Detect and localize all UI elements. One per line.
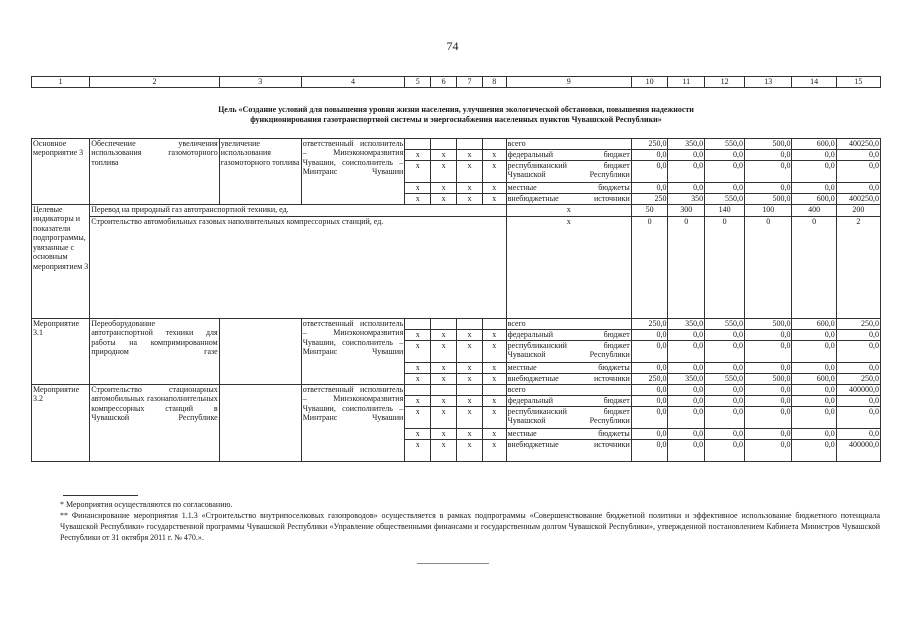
executor-cell: ответственный исполнитель – Минэкономразвития Чувашии, соисполнитель – Минтранс Чувашии (301, 384, 405, 461)
code-cell: x (482, 193, 506, 204)
column-number: 1 (32, 77, 90, 88)
column-number: 4 (301, 77, 405, 88)
funding-source-cell: местные бюджеты (507, 428, 630, 438)
indicator-value-cell: 0 (631, 216, 668, 318)
column-number: 2 (90, 77, 219, 88)
amount-cell: 0,0 (705, 149, 745, 160)
amount-cell: 550,0 (705, 138, 745, 149)
footnote-1: * Мероприятия осуществляются по согласованию. (60, 500, 233, 509)
amount-cell: 550,0 (705, 318, 745, 329)
column-number: 6 (431, 77, 457, 88)
code-cell: x (431, 182, 457, 193)
code-cell: x (431, 340, 457, 362)
goal-cell (32, 87, 881, 138)
amount-cell: 0,0 (705, 428, 745, 439)
code-cell: x (482, 439, 506, 461)
amount-cell: 550,0 (705, 373, 745, 384)
amount-cell: 0,0 (745, 149, 792, 160)
amount-cell: 0,0 (631, 395, 668, 406)
column-number: 3 (219, 77, 301, 88)
footnote-separator (63, 495, 138, 496)
amount-cell: 0,0 (792, 160, 836, 182)
funding-source-cell: внебюджетные источники (507, 373, 630, 383)
code-cell (431, 384, 457, 395)
amount-cell: 0,0 (668, 384, 705, 395)
amount-cell: 0,0 (836, 329, 880, 340)
amount-cell: 400000,0 (836, 439, 880, 461)
code-cell (405, 138, 431, 149)
amount-cell: 500,0 (745, 373, 792, 384)
indicator-value-cell: 140 (705, 204, 745, 216)
funding-source-cell: всего (506, 384, 631, 395)
amount-cell: 0,0 (631, 439, 668, 461)
event-description-cell: Обеспечение увеличения использования газомоторного топлива (90, 138, 219, 204)
amount-cell: 250,0 (631, 373, 668, 384)
amount-cell: 0,0 (631, 362, 668, 373)
column-number: 10 (631, 77, 668, 88)
indicator-code-cell: x (506, 216, 631, 318)
amount-cell: 0,0 (705, 384, 745, 395)
amount-cell: 350 (668, 193, 705, 204)
amount-cell: 400250,0 (836, 193, 880, 204)
indicator-value-cell: 200 (836, 204, 880, 216)
funding-source-cell: внебюджетные источники (506, 439, 631, 461)
funding-row (32, 384, 881, 395)
column-number: 9 (506, 77, 631, 88)
code-cell: x (405, 406, 431, 428)
amount-cell: 0,0 (836, 340, 880, 362)
indicator-value-cell: 400 (792, 204, 836, 216)
column-number: 7 (457, 77, 483, 88)
code-cell (457, 138, 483, 149)
amount-cell: 0,0 (836, 395, 880, 406)
code-cell (482, 318, 506, 329)
code-cell (482, 384, 506, 395)
column-number: 12 (705, 77, 745, 88)
amount-cell: 400250,0 (836, 138, 880, 149)
indicator-code-cell: x (506, 204, 631, 216)
indicator-value-cell: 300 (668, 204, 705, 216)
indicator-value-cell: 100 (745, 204, 792, 216)
amount-cell: 0,0 (705, 406, 745, 428)
amount-cell: 0,0 (631, 340, 668, 362)
column-number: 14 (792, 77, 836, 88)
code-cell: x (457, 428, 483, 439)
funding-source-cell: местные бюджеты (507, 182, 630, 192)
funding-source-cell: федеральный бюджет (507, 149, 630, 159)
expected-result-cell (219, 384, 301, 461)
code-cell: x (482, 395, 506, 406)
code-cell: x (405, 439, 431, 461)
code-cell (482, 138, 506, 149)
amount-cell: 0,0 (668, 439, 705, 461)
amount-cell: 0,0 (668, 340, 705, 362)
amount-cell: 0,0 (792, 428, 836, 439)
indicator-label-cell: Целевые индикаторы и показатели подпрограммы, увязанные с основным мероприятием 3 (32, 204, 90, 318)
code-cell (457, 384, 483, 395)
code-cell: x (457, 182, 483, 193)
indicator-value-cell: 0 (705, 216, 745, 318)
amount-cell: 0,0 (705, 160, 745, 182)
funding-source-cell: федеральный бюджет (507, 329, 630, 339)
amount-cell: 0,0 (631, 329, 668, 340)
amount-cell: 400000,0 (836, 384, 880, 395)
amount-cell: 350,0 (668, 318, 705, 329)
code-cell: x (457, 373, 483, 384)
code-cell: x (431, 373, 457, 384)
event-description-cell: Переоборудование автотранспортной техники для работы на компримированном природном газе (90, 318, 219, 384)
code-cell: x (405, 395, 431, 406)
goal-row (32, 87, 881, 138)
amount-cell: 500,0 (745, 193, 792, 204)
amount-cell: 0,0 (745, 384, 792, 395)
column-number: 5 (405, 77, 431, 88)
code-cell: x (482, 373, 506, 384)
code-cell: x (457, 362, 483, 373)
code-cell (405, 384, 431, 395)
event-name-cell: Основное мероприятие 3 (32, 138, 90, 204)
column-number: 8 (482, 77, 506, 88)
amount-cell: 250,0 (631, 138, 668, 149)
amount-cell: 0,0 (745, 362, 792, 373)
amount-cell: 0,0 (705, 439, 745, 461)
code-cell: x (457, 406, 483, 428)
indicator-row (32, 204, 881, 216)
indicator-name-cell: Строительство автомобильных газовых наполнительных компрессорных станций, ед. (90, 216, 506, 318)
amount-cell: 0,0 (631, 384, 668, 395)
code-cell: x (457, 395, 483, 406)
amount-cell: 250,0 (836, 318, 880, 329)
amount-cell: 0,0 (745, 182, 792, 193)
column-number: 15 (836, 77, 880, 88)
amount-cell: 0,0 (836, 182, 880, 193)
code-cell (431, 138, 457, 149)
amount-cell: 600,0 (792, 373, 836, 384)
amount-cell: 0,0 (668, 160, 705, 182)
amount-cell: 0,0 (668, 149, 705, 160)
code-cell: x (457, 329, 483, 340)
amount-cell: 0,0 (792, 439, 836, 461)
amount-cell: 0,0 (631, 160, 668, 182)
code-cell: x (457, 340, 483, 362)
amount-cell: 500,0 (745, 138, 792, 149)
amount-cell: 550,0 (705, 193, 745, 204)
amount-cell: 0,0 (631, 149, 668, 160)
code-cell: x (405, 193, 431, 204)
footnotes (60, 499, 880, 543)
amount-cell: 0,0 (705, 362, 745, 373)
code-cell: x (431, 329, 457, 340)
code-cell (405, 318, 431, 329)
amount-cell: 0,0 (792, 384, 836, 395)
funding-source-cell: республиканский бюджет Чувашской Республики (506, 340, 631, 362)
code-cell: x (457, 160, 483, 182)
amount-cell: 0,0 (668, 395, 705, 406)
code-cell: x (482, 406, 506, 428)
amount-cell: 0,0 (745, 329, 792, 340)
amount-cell: 350,0 (668, 373, 705, 384)
amount-cell: 250,0 (631, 318, 668, 329)
expected-result-cell (219, 318, 301, 384)
indicator-name-cell: Перевод на природный газ автотранспортной техники, ед. (90, 204, 506, 216)
funding-row (32, 138, 881, 149)
code-cell: x (457, 149, 483, 160)
amount-cell: 0,0 (705, 395, 745, 406)
table-body (32, 77, 881, 462)
amount-cell: 0,0 (792, 406, 836, 428)
amount-cell: 600,0 (792, 193, 836, 204)
code-cell: x (431, 439, 457, 461)
footnote-2: ** Финансирование мероприятия 1.1.3 «Строительство внутрипоселковых газопроводов» осуществляется в рамках подпрограммы «Совершенствование бюджетной политики и эффективное использование бюджетного потенциала Чувашской Республики» государственной программы Чувашской Республики «Управление общественными финансами и государственным долгом Чувашской Республики», утвержденной постановлением Кабинета Министров Чувашской Республики от 31 октября 2011 г. № 470.». (60, 511, 880, 542)
column-number-row (32, 77, 881, 88)
executor-cell: ответственный исполнитель – Минэкономразвития Чувашии, соисполнитель – Минтранс Чувашии (301, 318, 405, 384)
funding-row (32, 318, 881, 329)
indicator-value-cell: 50 (631, 204, 668, 216)
code-cell: x (431, 406, 457, 428)
amount-cell: 0,0 (836, 406, 880, 428)
amount-cell: 0,0 (668, 362, 705, 373)
code-cell: x (482, 160, 506, 182)
code-cell: x (405, 428, 431, 439)
amount-cell: 0,0 (631, 182, 668, 193)
amount-cell: 0,0 (836, 160, 880, 182)
executor-cell: ответственный исполнитель – Минэкономразвития Чувашии, соисполнитель – Минтранс Чувашии (301, 138, 405, 204)
amount-cell: 0,0 (792, 182, 836, 193)
funding-source-cell: республиканский бюджет Чувашской Республики (506, 406, 631, 428)
amount-cell: 0,0 (792, 340, 836, 362)
event-name-cell: Мероприятие 3.1 (32, 318, 90, 384)
end-separator (417, 563, 489, 564)
funding-source-cell: республиканский бюджет Чувашской Республики (506, 160, 631, 182)
amount-cell: 0,0 (631, 428, 668, 439)
code-cell: x (405, 329, 431, 340)
code-cell: x (482, 329, 506, 340)
event-description-cell: Строительство стационарных автомобильных газонаполнительных компрессорных станций в Чувашской Республике (90, 384, 219, 461)
code-cell: x (405, 373, 431, 384)
code-cell (431, 318, 457, 329)
amount-cell: 0,0 (668, 329, 705, 340)
code-cell: x (405, 149, 431, 160)
amount-cell: 0,0 (745, 160, 792, 182)
amount-cell: 0,0 (631, 406, 668, 428)
amount-cell: 0,0 (705, 329, 745, 340)
amount-cell: 0,0 (836, 149, 880, 160)
amount-cell: 0,0 (668, 182, 705, 193)
amount-cell: 0,0 (705, 340, 745, 362)
code-cell (457, 318, 483, 329)
column-number: 11 (668, 77, 705, 88)
code-cell: x (431, 395, 457, 406)
amount-cell: 500,0 (745, 318, 792, 329)
amount-cell: 0,0 (668, 406, 705, 428)
event-name-cell: Мероприятие 3.2 (32, 384, 90, 461)
goal-line-1: Цель «Создание условий для повышения уровня жизни населения, улучшения экологической обстановки, повышения надежности (218, 104, 694, 114)
indicator-row (32, 216, 881, 318)
amount-cell: 250,0 (836, 373, 880, 384)
indicator-value-cell: 0 (792, 216, 836, 318)
amount-cell: 0,0 (745, 395, 792, 406)
amount-cell: 600,0 (792, 138, 836, 149)
code-cell: x (482, 182, 506, 193)
code-cell: x (482, 340, 506, 362)
code-cell: x (405, 160, 431, 182)
amount-cell: 0,0 (745, 439, 792, 461)
amount-cell: 600,0 (792, 318, 836, 329)
code-cell: x (431, 149, 457, 160)
code-cell: x (482, 149, 506, 160)
funding-source-cell: федеральный бюджет (507, 395, 630, 405)
amount-cell: 350,0 (668, 138, 705, 149)
goal-line-2: функционирования газотранспортной системы и энергоснабжения населенных пунктов Чувашской Республики» (250, 114, 662, 124)
code-cell: x (431, 160, 457, 182)
code-cell: x (482, 362, 506, 373)
expected-result-cell: увеличение использования газомоторного топлива (219, 138, 301, 204)
amount-cell: 250 (631, 193, 668, 204)
amount-cell: 0,0 (836, 362, 880, 373)
funding-source-cell: всего (506, 318, 631, 329)
code-cell: x (431, 193, 457, 204)
amount-cell: 0,0 (745, 428, 792, 439)
amount-cell: 0,0 (745, 406, 792, 428)
code-cell: x (482, 428, 506, 439)
amount-cell: 0,0 (792, 362, 836, 373)
program-table (31, 76, 881, 462)
code-cell: x (405, 182, 431, 193)
indicator-value-cell: 0 (668, 216, 705, 318)
indicator-value-cell: 2 (836, 216, 880, 318)
amount-cell: 0,0 (668, 428, 705, 439)
amount-cell: 0,0 (792, 395, 836, 406)
page-number: 74 (446, 39, 459, 53)
code-cell: x (431, 428, 457, 439)
code-cell: x (405, 340, 431, 362)
funding-source-cell: внебюджетные источники (507, 193, 630, 203)
indicator-value-cell: 0 (745, 216, 792, 318)
code-cell: x (457, 439, 483, 461)
code-cell: x (431, 362, 457, 373)
amount-cell: 0,0 (836, 428, 880, 439)
funding-source-cell: местные бюджеты (507, 362, 630, 372)
column-number: 13 (745, 77, 792, 88)
code-cell: x (457, 193, 483, 204)
amount-cell: 0,0 (705, 182, 745, 193)
funding-source-cell: всего (506, 138, 631, 149)
amount-cell: 0,0 (792, 149, 836, 160)
amount-cell: 0,0 (745, 340, 792, 362)
code-cell: x (405, 362, 431, 373)
amount-cell: 0,0 (792, 329, 836, 340)
